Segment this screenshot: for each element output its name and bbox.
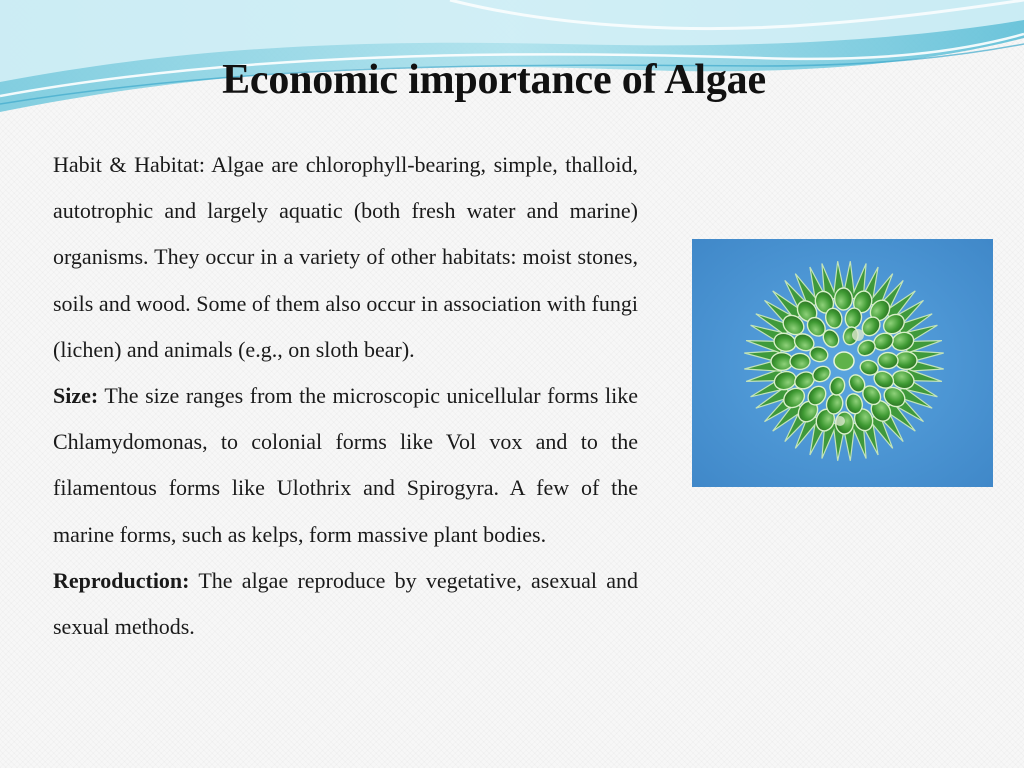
algae-cell	[835, 416, 845, 426]
size-text: The size ranges from the microscopic unicellular forms like Chlamydomonas, to colonial forms like Vol vox and to the filamentous forms like Ulothrix and Spirogyra. A few of the marine forms, such as kelps, form massive plant bodies.	[53, 383, 638, 547]
algae-cell	[834, 352, 854, 370]
reproduction-text: The algae reproduce by vegetative, asexual and sexual methods.	[53, 567, 639, 640]
size-paragraph	[53, 373, 638, 558]
habitat-paragraph	[53, 142, 638, 373]
reproduction-paragraph	[53, 558, 638, 650]
algae-cell	[790, 353, 810, 369]
algae-cell	[852, 329, 864, 341]
algae-micrograph	[692, 239, 993, 487]
slide-title: Economic importance of Algae	[222, 57, 766, 103]
reproduction-label: Reproduction:	[53, 567, 190, 593]
size-label: Size:	[53, 383, 99, 409]
algae-cell	[835, 288, 853, 310]
algae-cell	[878, 353, 898, 369]
habitat-text: Habit & Habitat: Algae are chlorophyll-bearing, simple, thalloid, autotrophic and largely aquatic (both fresh water and marine) organisms. They occur in a variety of other habitats: moist stones, soils and wood. Some of them also occur in association with fungi (lichen) and animals (e.g., on sloth bear).	[53, 152, 638, 362]
algae-colony-illustration	[692, 239, 993, 487]
slide-body	[53, 142, 638, 650]
